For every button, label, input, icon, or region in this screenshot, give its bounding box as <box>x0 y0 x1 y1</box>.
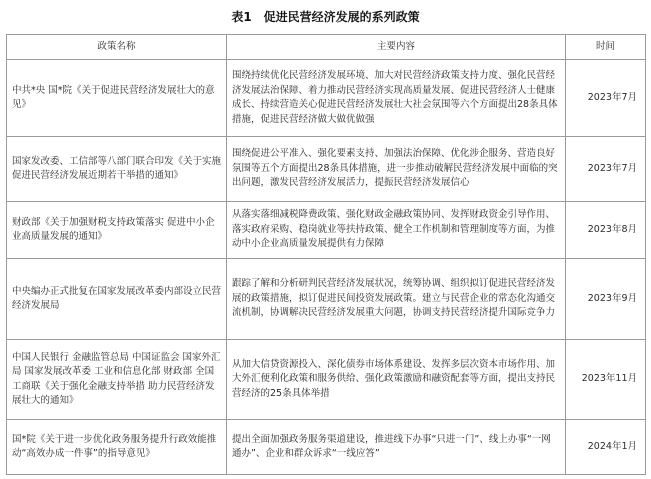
header-row <box>7 35 646 60</box>
time-cell: 2023年11月 <box>566 340 646 420</box>
time-cell: 2023年8月 <box>566 202 646 259</box>
policy-table <box>6 34 646 475</box>
content-cell: 跟踪了解和分析研判民营经济发展状况，统筹协调、组织拟订促进民营经济发展的政策措施，拟订促进民间投资发展政策。建立与民营企业的常态化沟通交流机制，协调解决民营经济发展重大问题，协调支持民营经济提升国际竞争力 <box>227 259 566 340</box>
table-row <box>7 202 646 259</box>
time-cell: 2023年7月 <box>566 60 646 137</box>
policy-name-cell: 财政部《关于加强财税支持政策落实 促进中小企业高质量发展的通知》 <box>7 202 227 259</box>
content-cell: 围绕持续优化民营经济发展环境、加大对民营经济政策支持力度、强化民营经济发展法治保障、着力推动民营经济实现高质量发展、促进民营经济人士健康成长、持续营造关心促进民营经济发展壮大社会氛围等六个方面提出28条具体措施，促进民营经济做大做优做强 <box>227 60 566 137</box>
policy-name-cell: 国*院《关于进一步优化政务服务提升行政效能推动“高效办成一件事”的指导意见》 <box>7 420 227 475</box>
table-row <box>7 60 646 137</box>
table-row <box>7 420 646 475</box>
content-cell: 从落实落细减税降费政策、强化财政金融政策协同、发挥财政资金引导作用、落实政府采购、稳岗就业等扶持政策、健全工作机制和管理制度等方面，为推动中小企业高质量发展提供有力保障 <box>227 202 566 259</box>
content-cell: 从加大信贷资源投入、深化债券市场体系建设、发挥多层次资本市场作用、加大外汇便利化政策和服务供给、强化政策激励和融资配套等方面，提出支持民营经济的25条具体举措 <box>227 340 566 420</box>
table-row <box>7 137 646 202</box>
table-row <box>7 340 646 420</box>
header-time: 时间 <box>566 35 646 60</box>
time-cell: 2023年9月 <box>566 259 646 340</box>
time-cell: 2024年1月 <box>566 420 646 475</box>
table-caption: 表1 促进民营经济发展的系列政策 <box>231 10 420 24</box>
content-cell: 围绕促进公平准入、强化要素支持、加强法治保障、优化涉企服务、营造良好氛围等五个方面提出28条具体措施，进一步推动破解民营经济发展中面临的突出问题，激发民营经济发展活力，提振民营经济发展信心 <box>227 137 566 202</box>
time-cell: 2023年7月 <box>566 137 646 202</box>
content-cell: 提出全面加强政务服务渠道建设，推进线下办事“只进一门”、线上办事“一网通办”、企业和群众诉求“一线应答” <box>227 420 566 475</box>
header-policy-name: 政策名称 <box>7 35 227 60</box>
policy-name-cell: 中共*央 国*院《关于促进民营经济发展壮大的意见》 <box>7 60 227 137</box>
policy-name-cell: 中央编办正式批复在国家发展改革委内部设立民营经济发展局 <box>7 259 227 340</box>
table-row <box>7 259 646 340</box>
policy-name-cell: 中国人民银行 金融监管总局 中国证监会 国家外汇局 国家发展改革委 工业和信息化部 财政部 全国工商联《关于强化金融支持举措 助力民营经济发展壮大的通知》 <box>7 340 227 420</box>
policy-name-cell: 国家发改委、工信部等八部门联合印发《关于实施促进民营经济发展近期若干举措的通知》 <box>7 137 227 202</box>
header-main-content: 主要内容 <box>227 35 566 60</box>
